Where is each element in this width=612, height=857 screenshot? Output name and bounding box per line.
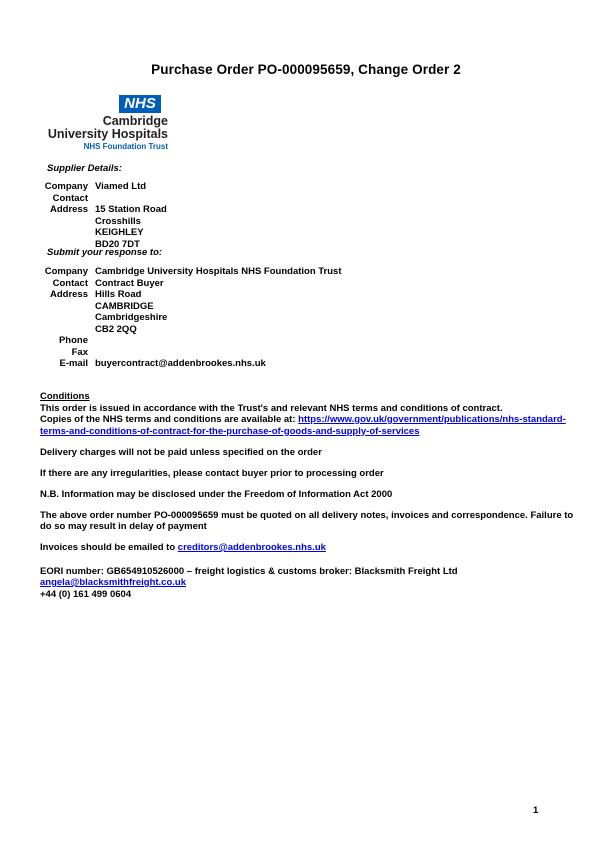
page-number: 1 [533,805,539,816]
freight-email-link[interactable]: angela@blacksmithfreight.co.uk [40,577,186,588]
respond-contact-label: Contact [52,277,88,289]
conditions-issued-paragraph [40,403,577,438]
conditions-section [40,391,577,610]
eori-prefix-text: EORI number: GB654910526000 – freight logistics & customs broker: Blacksmith Freight Ltd [40,565,458,577]
supplier-contact-label: Contact [52,192,88,204]
copies-prefix-text: Copies of the NHS terms and conditions are available at: [40,414,299,425]
nhs-trust-logo [40,95,168,152]
supplier-company-label: Company [44,181,88,192]
nhs-terms-link[interactable]: https://www.gov.uk/government/publications/nhs-standard-terms-and-conditions-of-contract-for-the-purchase-of-goods-and-supply-of-services [40,414,566,437]
respond-address-line: CAMBRIDGE [95,300,154,312]
delivery-charges-paragraph: Delivery charges will not be paid unless specified on the order [40,446,322,458]
conditions-heading: Conditions [40,391,90,402]
respond-address-line: Hills Road [95,289,142,300]
respond-address-line: Cambridgeshire [95,312,168,323]
respond-email-label: E-mail [59,358,88,369]
logo-org-line2: University Hospitals [47,127,168,141]
invoices-prefix-text: Invoices should be emailed to [40,542,178,553]
respond-address-label: Address [49,289,88,300]
creditors-email-link[interactable]: creditors@addenbrookes.nhs.uk [177,542,326,553]
foi-paragraph: N.B. Information may be disclosed under the Freedom of Information Act 2000 [40,488,393,500]
irregularities-paragraph: If there are any irregularities, please contact buyer prior to processing order [40,467,384,479]
supplier-address-line: KEIGHLEY [95,227,144,238]
logo-trust-line: NHS Foundation Trust [83,142,168,151]
supplier-address-line: Crosshills [95,215,141,227]
eori-paragraph [40,566,577,601]
respond-email-value: buyercontract@addenbrookes.nhs.uk [95,358,266,369]
supplier-details-block [40,181,167,250]
nhs-logo-icon: NHS [119,95,161,113]
supplier-address-label: Address [49,204,88,215]
supplier-contact-value [95,193,167,205]
respond-to-block [40,266,342,370]
freight-phone-text: +44 (0) 161 499 0604 [40,588,132,600]
supplier-address-line: 15 Station Road [95,204,167,215]
order-number-paragraph: The above order number PO-000095659 must be quoted on all delivery notes, invoices and correspondence. Failure to do so may result in delay of payment [40,509,574,532]
respond-contact-value: Contract Buyer [95,277,164,289]
respond-company-value: Cambridge University Hospitals NHS Foundation Trust [95,266,342,277]
respond-phone-value [95,335,342,347]
respond-company-label: Company [44,266,88,277]
respond-address-line: CB2 2QQ [95,323,137,335]
page-title: Purchase Order PO-000095659, Change Order 2 [151,62,461,77]
logo-org-line1: Cambridge [102,114,168,128]
supplier-address-line: BD20 7DT [95,238,140,250]
submit-response-heading: Submit your response to: [47,247,163,258]
respond-phone-label: Phone [58,335,88,346]
supplier-company-value: Viamed Ltd [95,181,147,192]
respond-fax-label: Fax [71,346,88,358]
supplier-details-heading: Supplier Details: [47,163,122,174]
issued-line-text: This order is issued in accordance with the Trust's and relevant NHS terms and conditions of contract. [40,402,503,414]
respond-fax-value [95,347,342,359]
invoices-paragraph [40,542,577,554]
